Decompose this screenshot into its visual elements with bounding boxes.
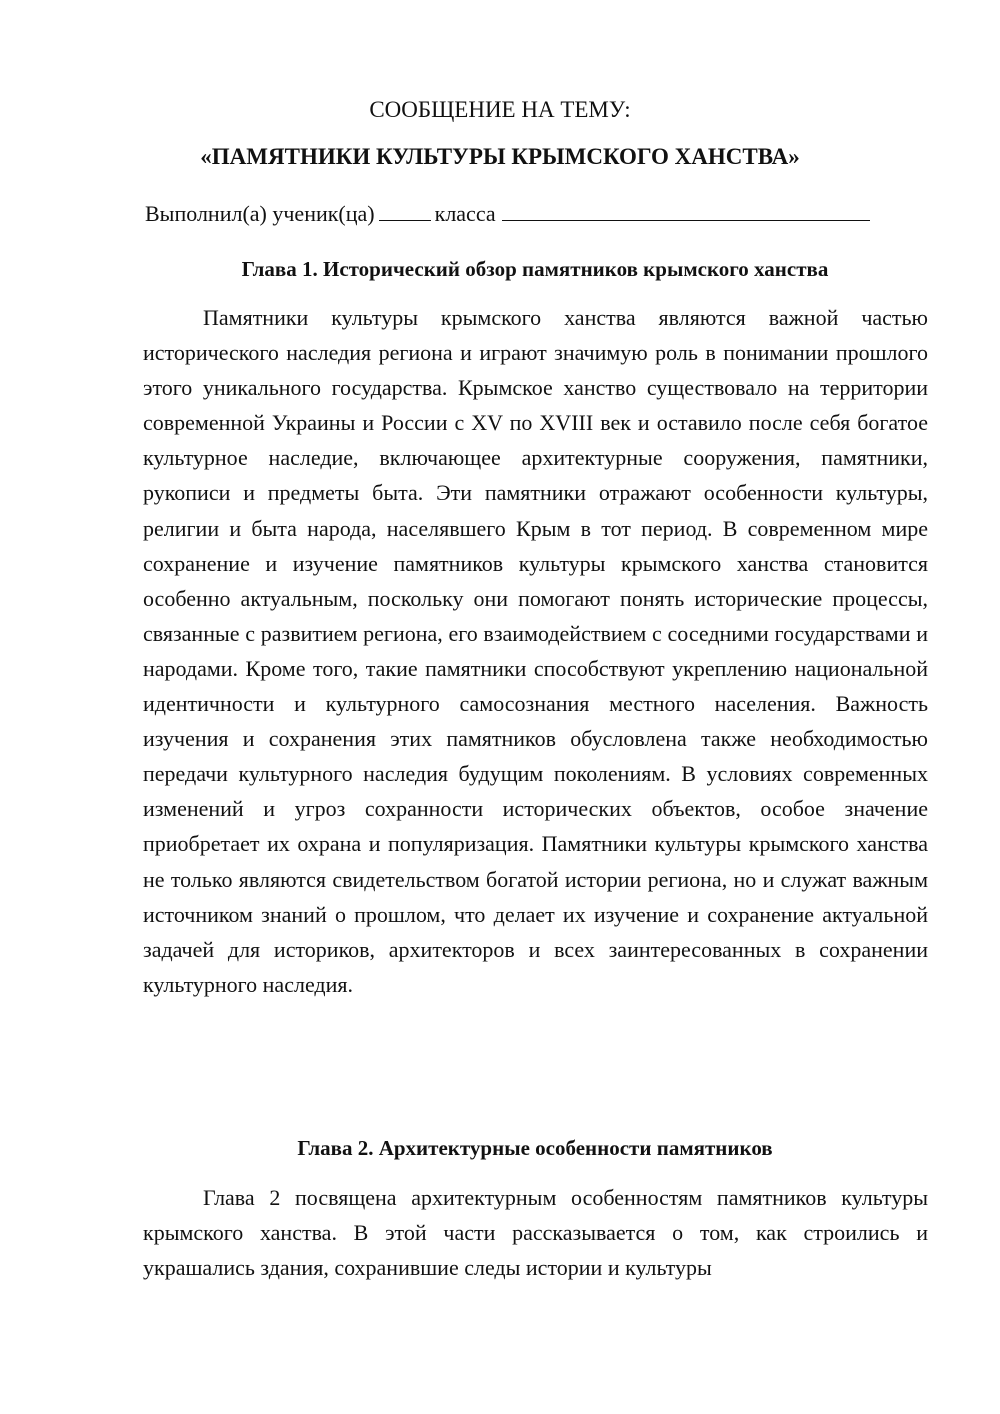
- document-title-line1: СООБЩЕНИЕ НА ТЕМУ:: [369, 97, 631, 122]
- author-line: [145, 198, 935, 229]
- document-title-topic: «ПАМЯТНИКИ КУЛЬТУРЫ КРЫМСКОГО ХАНСТВА»: [200, 144, 800, 169]
- author-prefix: Выполнил(а) ученик(ца): [145, 201, 375, 226]
- class-label: класса: [434, 201, 496, 226]
- chapter-1-text: Памятники культуры крымского ханства являются важной частью исторического наследия региона и играют значимую роль в понимании прошлого этого уникального государства. Крымское ханство существовало на территории современной Украины и России с XV по XVIII век и оставило после себя богатое культурное наследие, включающее архитектурные сооружения, памятники, рукописи и предметы быта. Эти памятники отражают особенности культуры, религии и быта народа, населявшего Крым в тот период. В современном мире сохранение и изучение памятников культуры крымского ханства становится особенно актуальным, поскольку они помогают понять исторические процессы, связанные с развитием региона, его взаимодействием с соседними государствами и народами. Кроме того, такие памятники способствуют укреплению национальной идентичности и культурного самосознания местного населения. Важность изучения и сохранения этих памятников обусловлена также необходимостью передачи культурного наследия будущим поколениям. В условиях современных изменений и угроз сохранности исторических объектов, особое значение приобретает их охрана и популяризация. Памятники культуры крымского ханства не только являются свидетельством богатой истории региона, но и служат важным источником знаний о прошлом, что делает их изучение и сохранение актуальной задачей для историков, архитекторов и всех заинтересованных в сохранении культурного наследия.: [143, 305, 928, 997]
- class-number-blank[interactable]: [379, 198, 431, 221]
- chapter-1-heading: Глава 1. Исторический обзор памятников крымского ханства: [241, 257, 829, 281]
- student-name-blank[interactable]: [502, 198, 870, 221]
- chapter-2-text: Глава 2 посвящена архитектурным особенностям памятников культуры крымского ханства. В этой части рассказывается о том, как строились и украшались здания, сохранившие следы истории и культуры: [143, 1185, 928, 1281]
- chapter-2-heading: Глава 2. Архитектурные особенности памятников: [297, 1136, 773, 1160]
